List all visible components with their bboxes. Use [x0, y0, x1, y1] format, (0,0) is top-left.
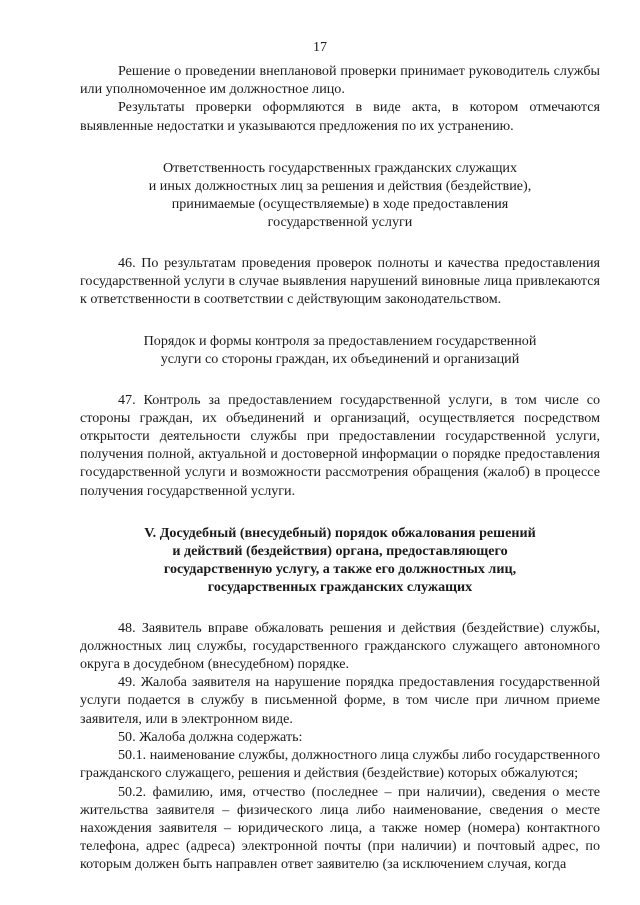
paragraph-50-1: 50.1. наименование службы, должностного лица службы либо государственного гражданского служащего, решения и действия (бездействие) которых обжалуются; — [80, 747, 600, 782]
heading-line: и действий (бездействия) органа, предоставляющего — [172, 543, 508, 560]
section-heading-responsibility — [80, 159, 600, 232]
paragraph-50-2: 50.2. фамилию, имя, отчество (последнее – при наличии), сведения о месте жительства заявителя – физического лица либо наименование, сведения о месте нахождения заявителя – юридического лица, а также номер (номера) контактного телефона, адрес (адреса) электронной почты (при наличии) и почтовый адрес, по которым должен быть направлен ответ заявителю (за исключением случая, когда — [80, 783, 600, 873]
paragraph-inspection-results: Результаты проверки оформляются в виде акта, в котором отмечаются выявленные недостатки и указываются предложения по их устранению. — [80, 99, 600, 134]
paragraph-49: 49. Жалоба заявителя на нарушение порядка предоставления государственной услуги подается в службу в письменной форме, в том числе при личном приеме заявителя, или в электронном виде. — [80, 674, 600, 727]
paragraph-48: 48. Заявитель вправе обжаловать решения и действия (бездействие) службы, должностных лиц службы, государственного гражданского служащего автономного округа в досудебном (внесудебном) порядке. — [80, 619, 600, 673]
heading-line: государственных гражданских служащих — [207, 579, 473, 596]
document-body — [80, 62, 600, 874]
paragraph-47: 47. Контроль за предоставлением государственной услуги, в том числе со стороны граждан, их объединений и организаций, осуществляется посредством открытости деятельности службы при предоставлении государственной услуги, получения полной, актуальной и достоверной информации о порядке предоставления государственной услуги и возможности рассмотрения обращения (жалоб) в процессе получения государственной услуги. — [80, 391, 600, 499]
paragraph-46: 46. По результатам проведения проверок полноты и качества предоставления государственной услуги в случае выявления нарушений виновные лица привлекаются к ответственности в соответствии с действующим законодательством. — [80, 254, 600, 308]
heading-line: Ответственность государственных гражданских служащих — [162, 159, 518, 176]
heading-line: V. Досудебный (внесудебный) порядок обжалования решений — [144, 524, 536, 541]
heading-line: услуги со стороны граждан, их объединений и организаций — [160, 351, 520, 368]
heading-line: государственной услуги — [267, 214, 413, 231]
heading-line: и иных должностных лиц за решения и действия (бездействие), — [148, 178, 532, 195]
paragraph-50: 50. Жалоба должна содержать: — [118, 728, 303, 745]
heading-line: государственную услугу, а также его должностных лиц, — [163, 561, 517, 578]
heading-line: принимаемые (осуществляемые) в ходе предоставления — [171, 196, 509, 213]
section-heading-control — [80, 332, 600, 368]
paragraph-unscheduled-inspection: Решение о проведении внеплановой проверки принимает руководитель службы или уполномоченное им должностное лицо. — [80, 63, 600, 98]
section-heading-appeal — [80, 524, 600, 597]
page-number: 17 — [313, 40, 327, 55]
heading-line: Порядок и формы контроля за предоставлением государственной — [143, 333, 537, 350]
